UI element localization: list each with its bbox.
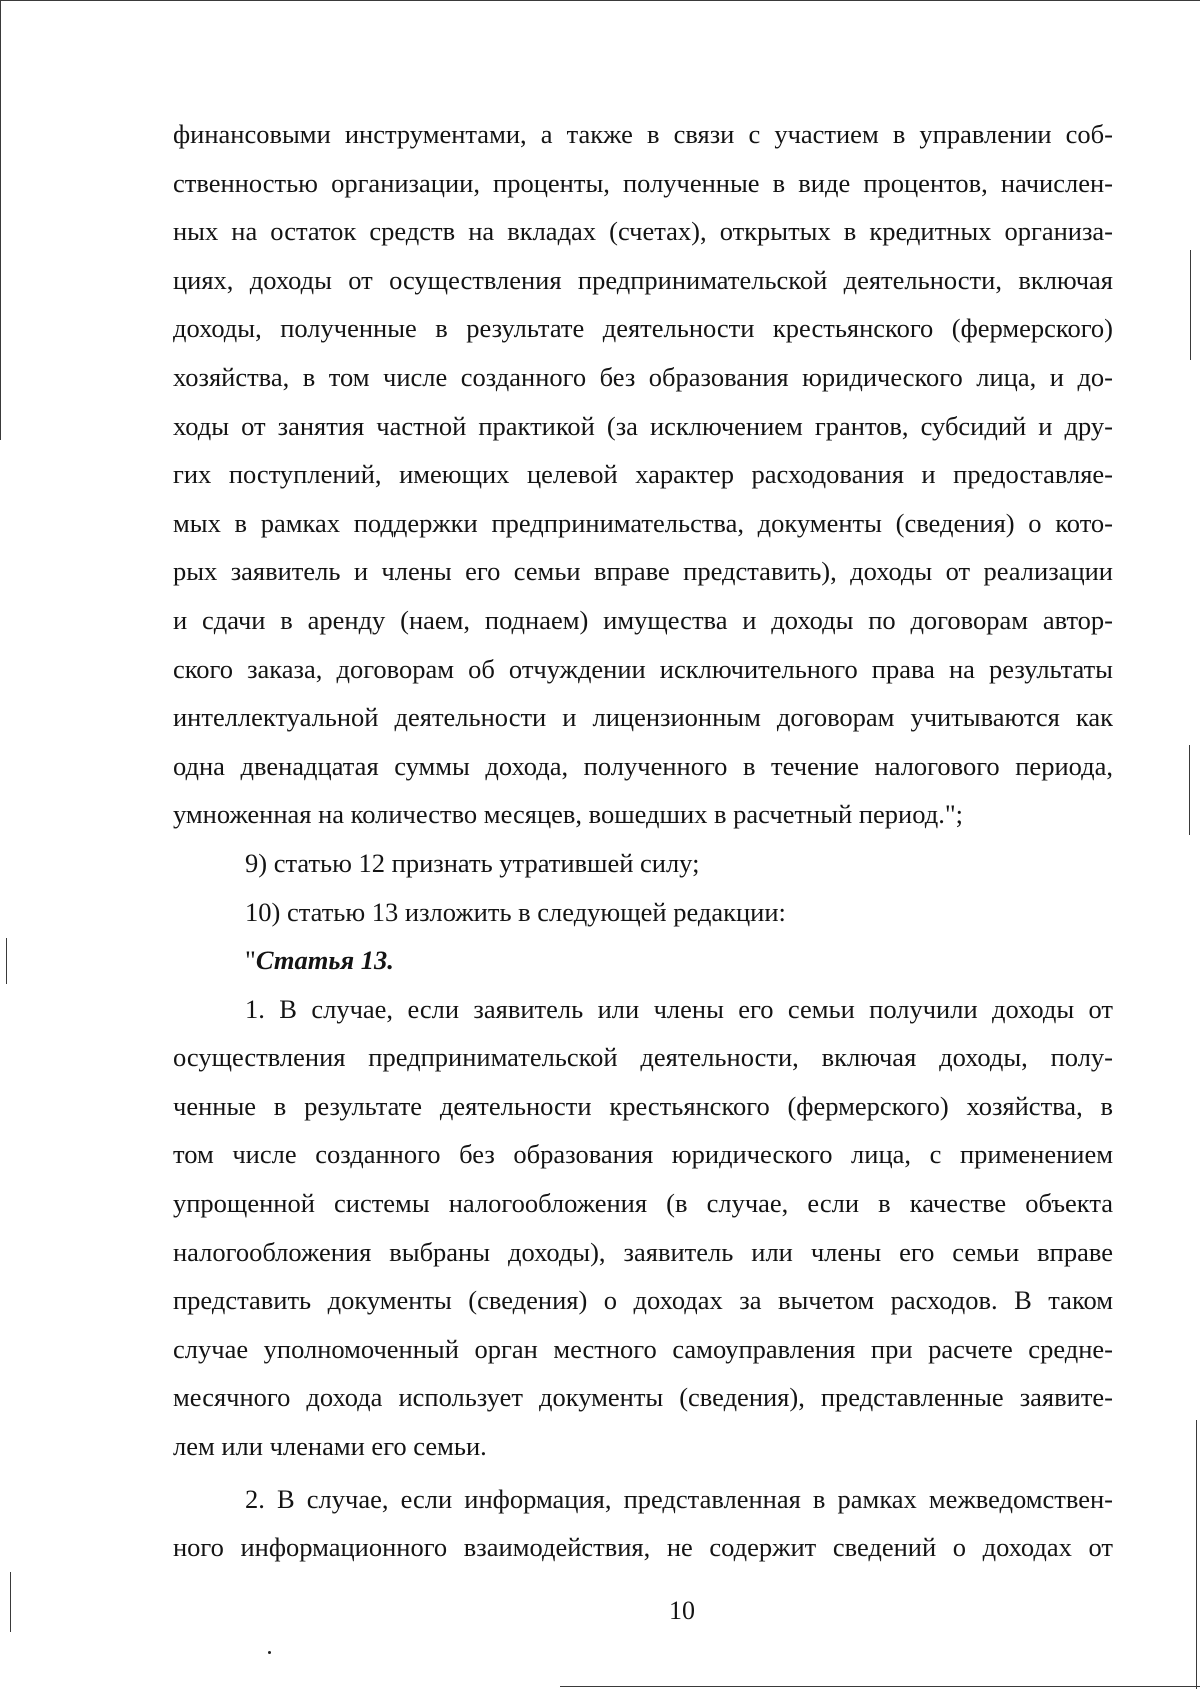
- list-item-9: 9) статью 12 признать утратившей силу;: [245, 847, 700, 878]
- text-line: ного информационного взаимодействия, не содержит сведений о доходах от: [173, 1532, 1113, 1563]
- paragraph-2-start: 2. В случае, если информация, представленная в рамках межведомствен-: [245, 1483, 1113, 1514]
- text-line: хозяйства, в том числе созданного без образования юридического лица, и до-: [173, 361, 1113, 392]
- opening-quote: ": [245, 945, 256, 976]
- scan-border-top: [0, 0, 1200, 1]
- text-line: доходы, полученные в результате деятельности крестьянского (фермерского): [173, 313, 1113, 344]
- text-line: мых в рамках поддержки предпринимательства, документы (сведения) о кото-: [173, 507, 1113, 538]
- scan-border-left-lower: [6, 938, 7, 984]
- text-line: лем или членами его семьи.: [173, 1431, 487, 1462]
- text-line: и сдачи в аренду (наем, поднаем) имущества и доходы по договорам автор-: [173, 604, 1113, 635]
- text-line: финансовыми инструментами, а также в связи с участием в управлении соб-: [173, 119, 1113, 149]
- text-line: налогообложения выбраны доходы), заявитель или члены его семьи вправе: [173, 1236, 1113, 1267]
- paragraph-1-start: 1. В случае, если заявитель или члены его семьи получили доходы от: [245, 993, 1113, 1024]
- text-line: ственностью организации, проценты, полученные в виде процентов, начислен-: [173, 167, 1113, 198]
- text-line: гих поступлений, имеющих целевой характер расходования и предоставляе-: [173, 459, 1113, 490]
- scan-border-bottom: [560, 1686, 1200, 1687]
- text-line: интеллектуальной деятельности и лицензионным договорам учитываются как: [173, 702, 1113, 733]
- scan-border-right-2: [1189, 745, 1190, 835]
- scan-speck: [268, 1651, 271, 1654]
- scan-border-right-3: [1196, 1420, 1197, 1689]
- article-heading: [173, 936, 1113, 985]
- text-line: одна двенадцатая суммы дохода, полученного в течение налогового периода,: [173, 750, 1113, 781]
- text-line: умноженная на количество месяцев, вошедших в расчетный период.";: [173, 799, 963, 830]
- text-line: упрощенной системы налогообложения (в случае, если в качестве объекта: [173, 1188, 1113, 1219]
- list-item-10: 10) статью 13 изложить в следующей редакции:: [245, 896, 786, 927]
- text-line: циях, доходы от осуществления предпринимательской деятельности, включая: [173, 264, 1113, 295]
- text-line: ходы от занятия частной практикой (за исключением грантов, субсидий и дру-: [173, 410, 1113, 441]
- scan-border-right-1: [1190, 250, 1191, 360]
- text-line: рых заявитель и члены его семьи вправе представить), доходы от реализации: [173, 556, 1113, 587]
- scan-border-left: [0, 0, 1, 440]
- page-number: 10: [669, 1596, 695, 1625]
- text-line: ных на остаток средств на вкладах (счетах), открытых в кредитных организа-: [173, 216, 1113, 247]
- document-body: [173, 110, 1113, 1572]
- text-line: случае уполномоченный орган местного самоуправления при расчете средне-: [173, 1333, 1113, 1364]
- text-line: осуществления предпринимательской деятельности, включая доходы, полу-: [173, 1042, 1113, 1073]
- text-line: ского заказа, договорам об отчуждении исключительного права на результаты: [173, 653, 1113, 684]
- text-line: ченные в результате деятельности крестьянского (фермерского) хозяйства, в: [173, 1090, 1113, 1121]
- text-line: месячного дохода использует документы (сведения), представленные заявите-: [173, 1382, 1113, 1413]
- scan-border-left-bottom: [10, 1572, 11, 1632]
- article-heading-text: Статья 13.: [255, 945, 394, 976]
- text-line: том числе созданного без образования юридического лица, с применением: [173, 1139, 1113, 1170]
- text-line: представить документы (сведения) о доходах за вычетом расходов. В таком: [173, 1285, 1113, 1316]
